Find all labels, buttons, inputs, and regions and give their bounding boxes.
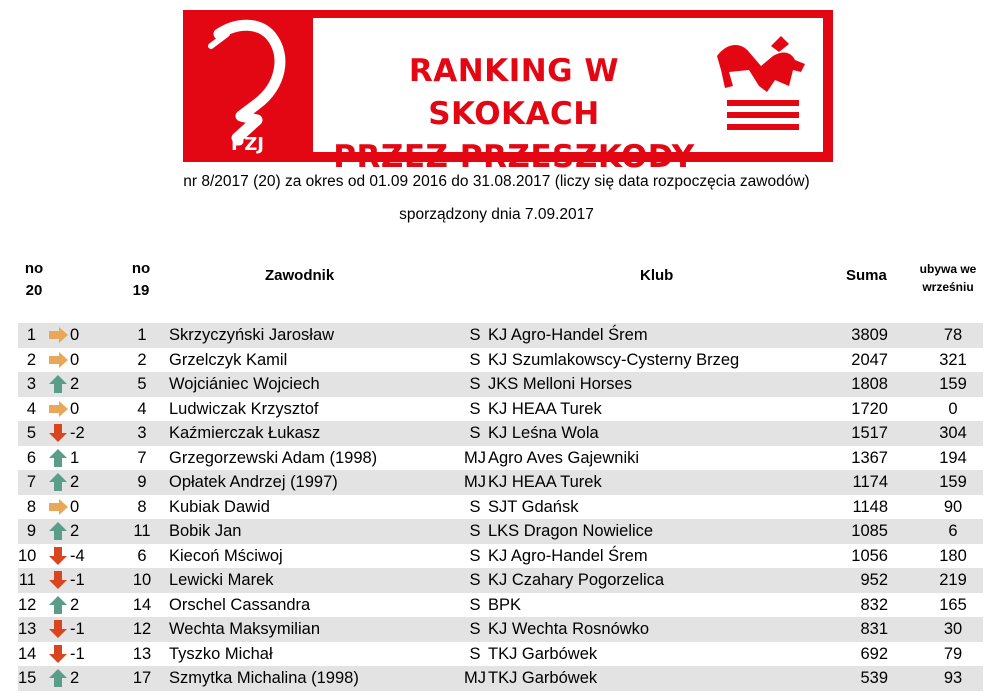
trend-down-arrow-icon <box>47 546 69 566</box>
rank-change: 2 <box>70 669 80 687</box>
points-expiring: 93 <box>943 669 963 687</box>
points-expiring: 304 <box>939 424 967 442</box>
points-expiring: 159 <box>939 375 967 393</box>
club-name: KJ Leśna Wola <box>488 424 599 442</box>
rank-19: 11 <box>133 522 151 540</box>
club-name: SJT Gdańsk <box>488 497 579 516</box>
rider-category: S <box>469 522 481 540</box>
points-total: 1148 <box>852 497 888 516</box>
table-row <box>18 397 983 422</box>
table-row <box>18 421 983 446</box>
points-expiring: 219 <box>939 571 967 589</box>
points-total: 1517 <box>851 424 888 442</box>
club-name: LKS Dragon Nowielice <box>488 522 654 540</box>
rank-change: 2 <box>70 522 80 540</box>
banner-panel <box>313 18 823 175</box>
rank-change: 1 <box>70 448 80 467</box>
rank-20: 12 <box>18 595 37 614</box>
rank-20: 11 <box>18 571 36 589</box>
rank-20: 14 <box>18 644 37 663</box>
rank-20: 4 <box>26 399 36 418</box>
rank-change: 0 <box>70 350 80 369</box>
points-total: 539 <box>860 669 888 687</box>
points-total: 1720 <box>851 399 888 418</box>
rider-category: S <box>469 326 481 344</box>
points-total: 1367 <box>851 448 888 467</box>
trend-up-arrow-icon <box>47 521 69 541</box>
header-klub: Klub <box>640 267 674 284</box>
pzj-logo-text: PZJ <box>231 134 264 155</box>
club-name: KJ HEAA Turek <box>488 473 602 491</box>
club-name: KJ Czahary Pogorzelica <box>488 571 665 589</box>
rank-19: 1 <box>137 326 147 344</box>
points-total: 1808 <box>851 375 888 393</box>
rank-change: -1 <box>70 644 85 663</box>
rank-19: 5 <box>137 375 147 393</box>
rank-19: 14 <box>132 595 152 614</box>
rider-name: Kubiak Dawid <box>169 497 270 516</box>
trend-right-arrow-icon <box>47 325 69 345</box>
show-jumping-horse-icon <box>709 26 819 146</box>
points-expiring: 90 <box>943 497 963 516</box>
table-row <box>18 617 983 642</box>
points-total: 831 <box>860 620 888 638</box>
rank-change: -1 <box>70 571 85 589</box>
rank-change: 2 <box>70 473 80 491</box>
pzj-logo <box>197 16 307 156</box>
club-name: KJ HEAA Turek <box>488 399 602 418</box>
rider-category: S <box>469 399 481 418</box>
rider-category: S <box>469 350 481 369</box>
trend-down-arrow-icon <box>47 619 69 639</box>
header-ubywa-line2: wrześniu <box>922 280 974 294</box>
rider-name: Kiecoń Mściwoj <box>169 546 283 565</box>
table-row <box>18 519 983 544</box>
rider-category: S <box>469 571 481 589</box>
rider-category: S <box>469 644 481 663</box>
rank-20: 6 <box>26 448 36 467</box>
rank-20: 1 <box>26 326 36 344</box>
rank-19: 12 <box>132 620 152 638</box>
ranking-table <box>18 323 983 691</box>
club-name: Agro Aves Gajewniki <box>488 448 640 467</box>
points-total: 1085 <box>851 522 888 540</box>
rider-name: Grzegorzewski Adam (1998) <box>169 448 378 467</box>
report-date: sporządzony dnia 7.09.2017 <box>399 206 594 223</box>
rank-19: 4 <box>137 399 147 418</box>
rider-name: Opłatek Andrzej (1997) <box>169 473 338 491</box>
points-expiring: 78 <box>943 326 963 344</box>
rank-change: 0 <box>70 497 80 516</box>
rank-19: 13 <box>132 644 152 663</box>
header-no20-line2: 20 <box>25 282 43 299</box>
rider-name: Skrzyczyński Jarosław <box>169 326 335 344</box>
header-no20 <box>22 258 46 302</box>
table-row <box>18 642 983 667</box>
table-row <box>18 323 983 348</box>
rider-category: S <box>469 595 481 614</box>
rider-category: S <box>469 424 481 442</box>
trend-up-arrow-icon <box>47 668 69 688</box>
table-row <box>18 568 983 593</box>
table-row <box>18 446 983 471</box>
rank-20: 10 <box>18 546 37 565</box>
rank-19: 9 <box>137 473 147 491</box>
rank-change: -2 <box>70 424 85 442</box>
rank-19: 7 <box>137 448 147 467</box>
rank-20: 13 <box>18 620 37 638</box>
rider-name: Kaźmierczak Łukasz <box>169 424 321 442</box>
trend-down-arrow-icon <box>47 644 69 664</box>
club-name: TKJ Garbówek <box>488 669 598 687</box>
rider-category: MJ <box>464 669 486 687</box>
points-expiring: 0 <box>948 399 958 418</box>
rider-name: Bobik Jan <box>169 522 242 540</box>
rider-name: Wechta Maksymilian <box>169 620 320 638</box>
rider-name: Grzelczyk Kamil <box>169 350 288 369</box>
club-name: KJ Agro-Handel Śrem <box>488 546 648 565</box>
rank-20: 3 <box>26 375 36 393</box>
rider-name: Wojciániec Wojciech <box>169 375 320 393</box>
club-name: TKJ Garbówek <box>488 644 598 663</box>
rank-change: -1 <box>70 620 85 638</box>
trend-up-arrow-icon <box>47 374 69 394</box>
points-expiring: 79 <box>943 644 963 663</box>
rank-19: 6 <box>137 546 147 565</box>
ranking-banner <box>183 10 833 175</box>
banner-title <box>329 50 699 179</box>
rider-name: Ludwiczak Krzysztof <box>169 399 319 418</box>
header-zawodnik: Zawodnik <box>265 267 335 284</box>
rider-category: S <box>469 375 481 393</box>
table-row <box>18 348 983 373</box>
rank-19: 17 <box>132 669 152 687</box>
points-total: 832 <box>860 595 888 614</box>
rider-category: MJ <box>464 448 486 467</box>
trend-right-arrow-icon <box>47 497 69 517</box>
rank-19: 3 <box>137 424 147 442</box>
club-name: JKS Melloni Horses <box>488 375 632 393</box>
rider-category: S <box>469 546 481 565</box>
rank-change: -4 <box>70 546 85 565</box>
table-row <box>18 544 983 569</box>
points-total: 3809 <box>851 326 888 344</box>
report-period: nr 8/2017 (20) za okres od 01.09 2016 do 31.08.2017 (liczy się data rozpoczęcia zawodów) <box>183 173 810 190</box>
rank-20: 8 <box>26 497 36 516</box>
rank-change: 2 <box>70 595 80 614</box>
club-name: KJ Agro-Handel Śrem <box>488 326 648 344</box>
trend-down-arrow-icon <box>47 570 69 590</box>
header-ubywa <box>908 260 988 296</box>
club-name: KJ Wechta Rosnówko <box>488 620 650 638</box>
trend-right-arrow-icon <box>47 350 69 370</box>
rank-change: 0 <box>70 326 80 344</box>
header-no19-line2: 19 <box>132 282 150 299</box>
rider-category: MJ <box>464 473 486 491</box>
banner-title-line1: RANKING W SKOKACH <box>408 53 620 132</box>
rank-change: 0 <box>70 399 80 418</box>
rank-19: 10 <box>132 571 152 589</box>
points-expiring: 6 <box>948 522 958 540</box>
rank-19: 8 <box>137 497 147 516</box>
header-no19 <box>128 258 154 302</box>
points-expiring: 321 <box>939 350 967 369</box>
table-row <box>18 372 983 397</box>
trend-right-arrow-icon <box>47 399 69 419</box>
points-total: 2047 <box>851 350 888 369</box>
trend-up-arrow-icon <box>47 448 69 468</box>
points-expiring: 180 <box>939 546 967 565</box>
header-suma: Suma <box>846 267 887 284</box>
club-name: KJ Szumlakowscy-Cysterny Brzeg <box>488 350 740 369</box>
rider-name: Orschel Cassandra <box>169 595 311 614</box>
rank-20: 15 <box>18 669 37 687</box>
rider-name: Tyszko Michał <box>169 644 273 663</box>
header-no19-line1: no <box>131 260 151 277</box>
points-total: 692 <box>860 644 888 663</box>
rank-19: 2 <box>137 350 147 369</box>
points-expiring: 159 <box>939 473 967 491</box>
points-total: 1056 <box>851 546 888 565</box>
rider-name: Lewicki Marek <box>169 571 274 589</box>
club-name: BPK <box>488 595 522 614</box>
table-row <box>18 495 983 520</box>
rider-category: S <box>469 497 481 516</box>
rank-change: 2 <box>70 375 80 393</box>
trend-up-arrow-icon <box>47 595 69 615</box>
rank-20: 5 <box>26 424 36 442</box>
points-expiring: 165 <box>939 595 967 614</box>
header-ubywa-line1: ubywa we <box>919 262 977 276</box>
points-total: 952 <box>860 571 888 589</box>
table-row <box>18 666 983 691</box>
rank-20: 9 <box>26 522 36 540</box>
trend-down-arrow-icon <box>47 423 69 443</box>
points-total: 1174 <box>852 473 888 491</box>
table-row <box>18 593 983 618</box>
points-expiring: 194 <box>939 448 967 467</box>
trend-up-arrow-icon <box>47 472 69 492</box>
rider-category: S <box>469 620 481 638</box>
rank-20: 2 <box>26 350 36 369</box>
header-no20-line1: no <box>24 260 44 277</box>
banner-title-line2: PRZEZ PRZESZKODY <box>333 139 695 175</box>
rank-20: 7 <box>26 473 36 491</box>
points-expiring: 30 <box>943 620 963 638</box>
rider-name: Szmytka Michalina (1998) <box>169 669 359 687</box>
table-row <box>18 470 983 495</box>
